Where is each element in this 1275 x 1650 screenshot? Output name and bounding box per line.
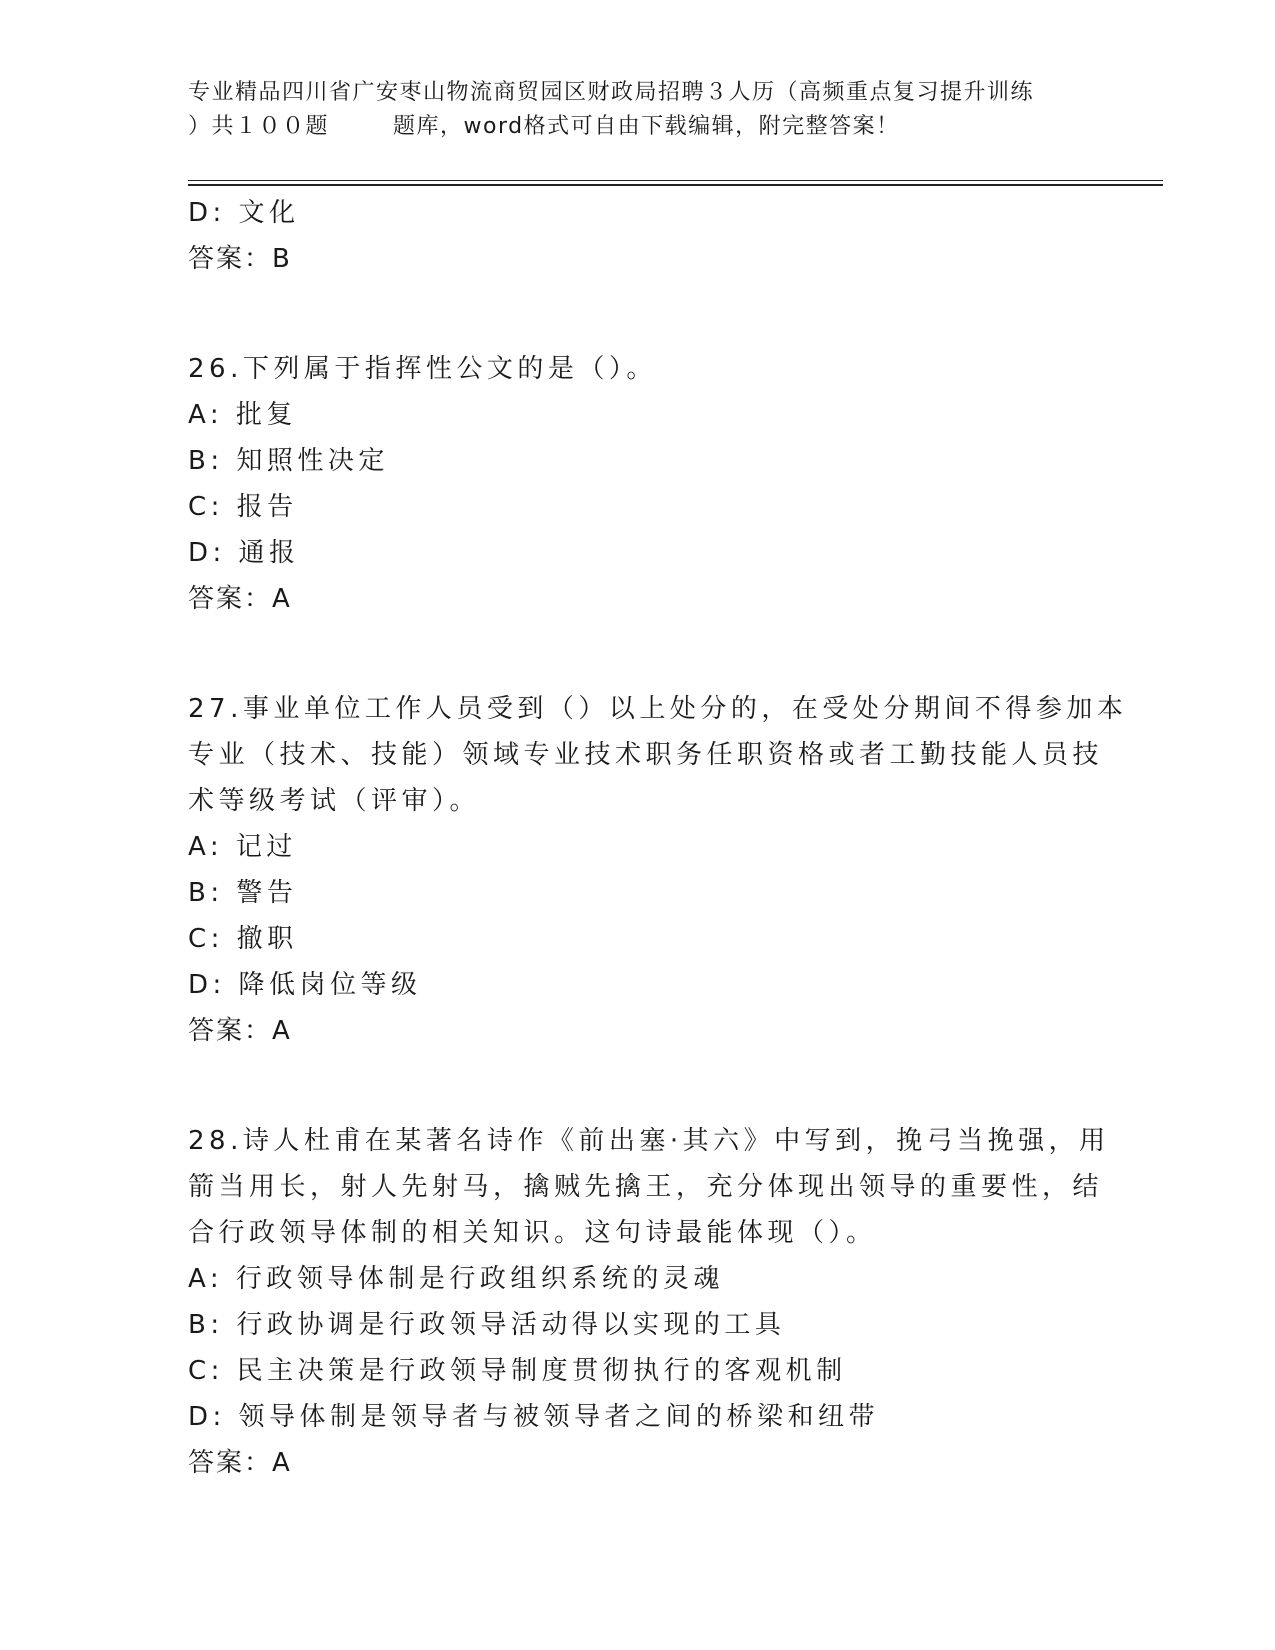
header-divider-thin xyxy=(188,180,1163,181)
option-a: A: 行政领导体制是行政组织系统的灵魂 xyxy=(188,1264,724,1294)
header-title-line-2 xyxy=(188,110,1098,144)
answer-line: 答案：A xyxy=(188,1016,292,1046)
stem-line: 28.诗人杜甫在某著名诗作《前出塞·其六》中写到，挽弓当挽强，用 xyxy=(188,1126,1110,1156)
option-c: C: 民主决策是行政领导制度贯彻执行的客观机制 xyxy=(188,1356,847,1386)
option-b: B: 知照性决定 xyxy=(188,446,389,476)
stem-line: 合行政领导体制的相关知识。这句诗最能体现（）。 xyxy=(188,1218,877,1248)
option-b: B: 行政协调是行政领导活动得以实现的工具 xyxy=(188,1310,786,1340)
option-d: D: 领导体制是领导者与被领导者之间的桥梁和纽带 xyxy=(188,1402,880,1432)
answer-line: 答案：A xyxy=(188,584,292,614)
header-title-line-2-end: 题库，word格式可自由下载编辑，附完整答案！ xyxy=(393,114,900,139)
stem-line: 专业（技术、技能）领域专业技术职务任职资格或者工勤技能人员技 xyxy=(188,740,1104,770)
stem-line: 箭当用长，射人先射马，擒贼先擒王，充分体现出领导的重要性，结 xyxy=(188,1172,1104,1202)
header-title-line-1: 专业精品四川省广安枣山物流商贸园区财政局招聘３人历（高频重点复习提升训练 xyxy=(188,80,1035,105)
question-content xyxy=(188,190,1128,1486)
option-a: A: 记过 xyxy=(188,832,297,862)
stem-line: 术等级考试（评审）。 xyxy=(188,786,481,816)
option-c: C: 报告 xyxy=(188,492,298,522)
option-d: D: 通报 xyxy=(188,538,300,568)
question-28 xyxy=(188,1118,1108,1486)
option-b: B: 警告 xyxy=(188,878,298,908)
question-27 xyxy=(188,686,1128,1054)
answer-line: 答案：B xyxy=(188,244,292,274)
stem-line: 26.下列属于指挥性公文的是（）。 xyxy=(188,354,657,384)
option-d: D: 文化 xyxy=(188,198,300,228)
answer-line: 答案：A xyxy=(188,1448,292,1478)
question-stem xyxy=(188,346,1108,392)
option-c: C: 撤职 xyxy=(188,924,298,954)
question-stem xyxy=(188,1118,1108,1256)
document-header xyxy=(188,76,1098,144)
header-title-line-2-start: ）共１００题 xyxy=(188,114,330,139)
option-d: D: 降低岗位等级 xyxy=(188,970,422,1000)
question-26 xyxy=(188,346,1108,622)
header-divider-thick xyxy=(188,184,1163,186)
previous-question-tail xyxy=(188,190,1108,282)
question-stem xyxy=(188,686,1128,824)
stem-line: 27.事业单位工作人员受到（）以上处分的，在受处分期间不得参加本 xyxy=(188,694,1128,724)
option-a: A: 批复 xyxy=(188,400,297,430)
